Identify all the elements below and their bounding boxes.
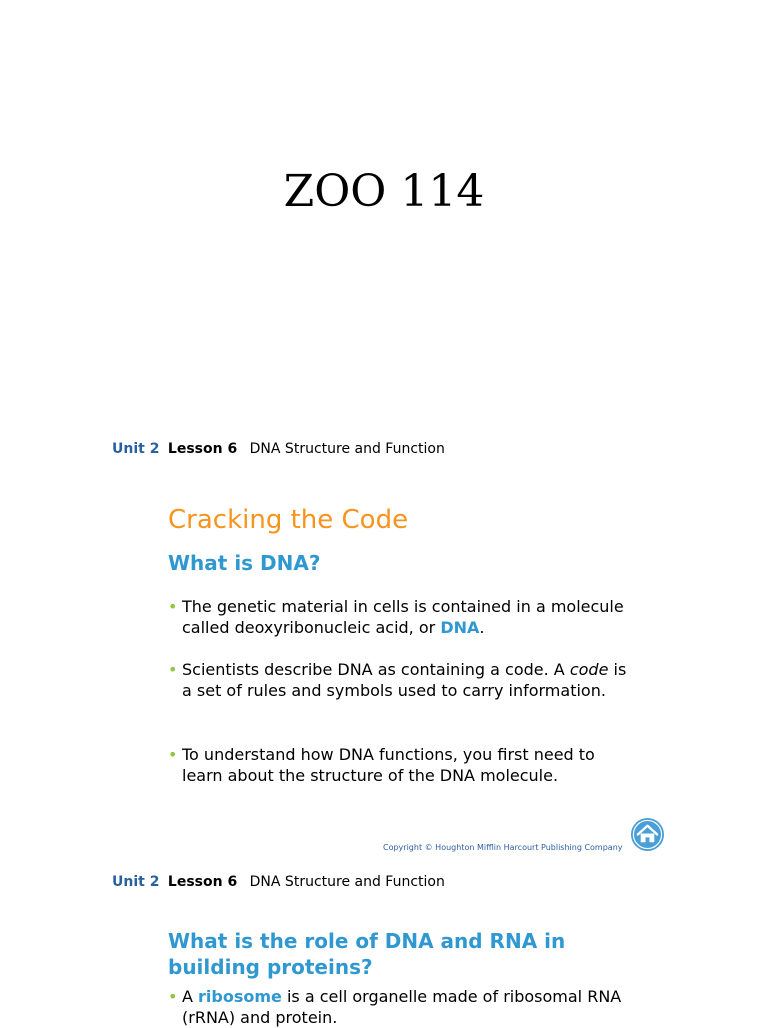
slide1-subheading: What is DNA? — [168, 551, 321, 575]
cover-title: ZOO 114 — [283, 166, 485, 217]
unit-label: Unit 2 — [112, 874, 160, 890]
bullet-item — [168, 596, 628, 638]
bullet-text: A ribosome is a cell organelle made of ribosomal RNA (rRNA) and protein. — [182, 987, 622, 1027]
bullet-text: The genetic material in cells is contained in a molecule called deoxyribonucleic acid, or DNA. — [182, 597, 624, 637]
slide1-heading: Cracking the Code — [168, 505, 409, 535]
lesson-title: DNA Structure and Function — [249, 441, 445, 457]
bullet-item — [168, 986, 628, 1028]
bullet-dot-icon: • — [168, 597, 178, 616]
bullet-text: To understand how DNA functions, you first need to learn about the structure of the DNA molecule. — [182, 745, 595, 785]
bullet-dot-icon: • — [168, 987, 178, 1006]
bullet-dot-icon: • — [168, 660, 178, 679]
unit-label: Unit 2 — [112, 441, 160, 457]
slide2-subheading: What is the role of DNA and RNA in building proteins? — [168, 929, 566, 979]
bullet-item — [168, 659, 628, 701]
copyright-notice: Copyright © Houghton Mifflin Harcourt Publishing Company — [383, 843, 623, 852]
lesson-title: DNA Structure and Function — [249, 874, 445, 890]
term-dna: DNA — [440, 618, 480, 637]
term-code: code — [569, 660, 609, 679]
bullet-text: Scientists describe DNA as containing a code. A code is a set of rules and symbols used to carry information. — [182, 660, 627, 700]
slide2-header — [112, 873, 445, 891]
home-icon[interactable] — [630, 817, 665, 852]
lesson-label: Lesson 6 — [167, 874, 238, 890]
term-ribosome: ribosome — [198, 987, 282, 1006]
lesson-label: Lesson 6 — [167, 441, 238, 457]
bullet-dot-icon: • — [168, 745, 178, 764]
bullet-item — [168, 744, 628, 786]
slide1-header — [112, 440, 445, 458]
